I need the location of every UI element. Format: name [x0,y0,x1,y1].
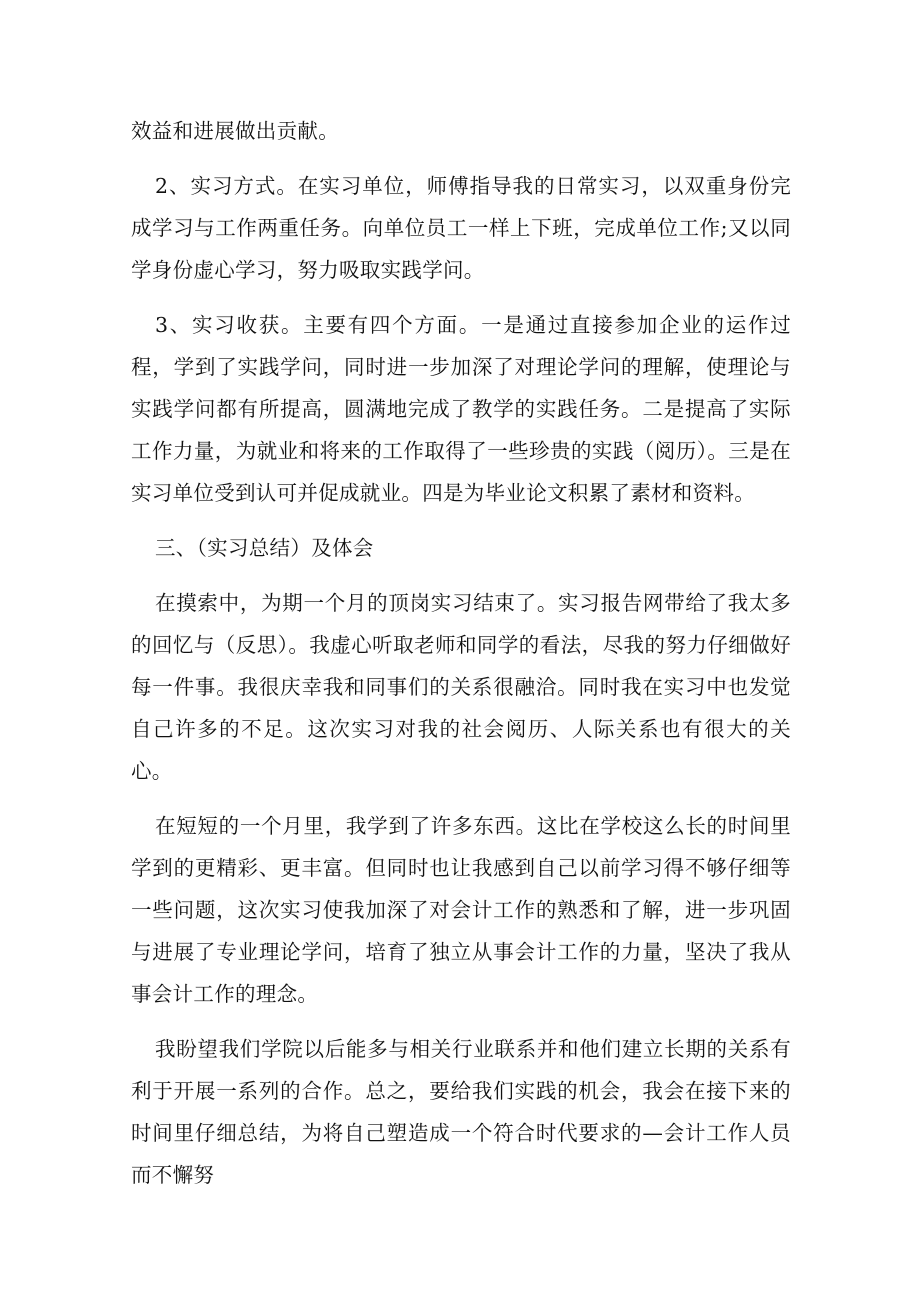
paragraph-continuation: 效益和进展做出贡献。 [131,119,339,143]
paragraph-internship-gains: 3、实习收获。主要有四个方面。一是通过直接参加企业的运作过程，学到了实践学问，同时进一步加深了对理论学问的理解，使理论与实践学问都有所提高，圆满地完成了教学的实践任务。二是提高了实际工作力量，为就业和将来的工作取得了一些珍贵的实践（阅历）。三是在实习单位受到认可并促成就业。四是为毕业论文积累了素材和资料。 [131,313,791,505]
section-heading-summary: 三、（实习总结）及体会 [155,536,374,560]
document-body [131,110,791,1209]
paragraph-hope: 我盼望我们学院以后能多与相关行业联系并和他们建立长期的关系有利于开展一系列的合作。总之，要给我们实践的机会，我会在接下来的时间里仔细总结，为将自己塑造成一个符合时代要求的—会计工作人员而不懈努 [131,1037,791,1187]
paragraph-internship-method: 2、实习方式。在实习单位，师傅指导我的日常实习，以双重身份完成学习与工作两重任务。向单位员工一样上下班，完成单位工作;又以同学身份虚心学习，努力吸取实践学问。 [131,174,791,282]
paragraph-learning: 在短短的一个月里，我学到了许多东西。这比在学校这么长的时间里学到的更精彩、更丰富。但同时也让我感到自己以前学习得不够仔细等一些问题，这次实习使我加深了对会计工作的熟悉和了解，进一步巩固与进展了专业理论学问，培育了独立从事会计工作的力量，坚决了我从事会计工作的理念。 [131,814,791,1006]
paragraph-reflection: 在摸索中，为期一个月的顶岗实习结束了。实习报告网带给了我太多的回忆与（反思）。我虚心听取老师和同学的看法，尽我的努力仔细做好每一件事。我很庆幸我和同事们的关系很融洽。同时我在实习中也发觉自己许多的不足。这次实习对我的社会阅历、人际关系也有很大的关心。 [131,591,791,783]
